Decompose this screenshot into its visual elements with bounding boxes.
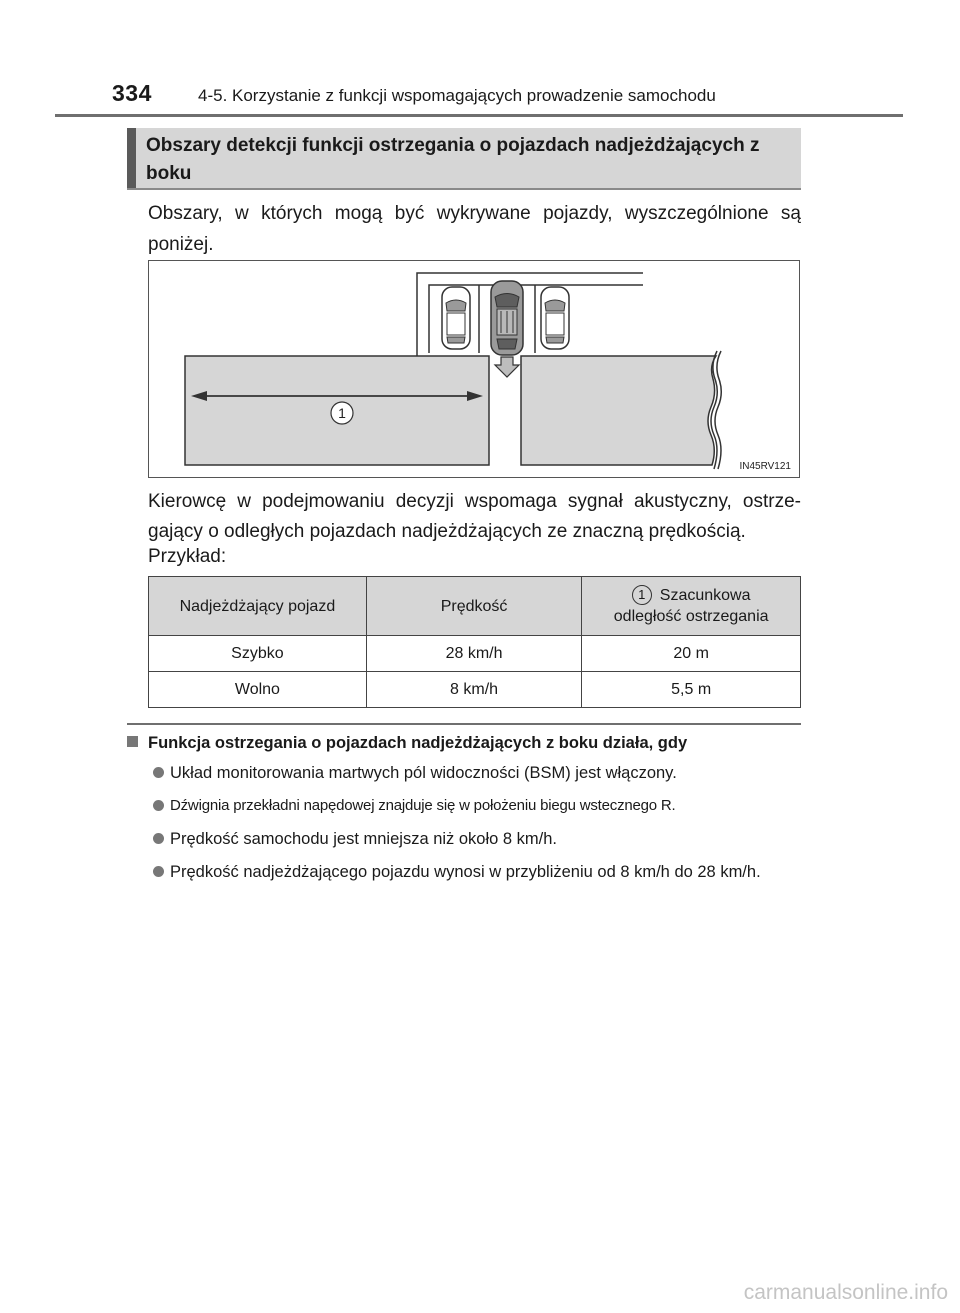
break-line-inner (715, 351, 721, 469)
watermark: carmanualsonline.info (743, 1281, 948, 1304)
own-vehicle-icon (491, 281, 523, 355)
list-item (153, 795, 801, 817)
table-cell: 20 m (582, 636, 801, 672)
section-title: Obszary detekcji funkcji ostrzegania o pojazdach nadjeżdżających z boku (146, 135, 760, 184)
detection-area-right (521, 356, 716, 465)
conditions-heading-text: Funkcja ostrzegania o pojazdach nadjeżdżających z boku działa, gdy (148, 734, 688, 752)
list-item-text: Prędkość nadjeżdżającego pojazdu wynosi w przybliżeniu od 8 km/h do 28 km/h. (170, 863, 761, 881)
parked-car-left-icon (442, 287, 470, 349)
section-title-box (127, 128, 801, 190)
example-label: Przykład: (148, 546, 227, 567)
list-item-text: Układ monitorowania martwych pól widoczności (BSM) jest włączony. (170, 764, 677, 782)
table-header-distance-line2: odległość ostrzegania (613, 608, 769, 625)
list-item (153, 828, 801, 850)
table-row (149, 672, 801, 708)
page-number: 334 (112, 80, 152, 106)
reverse-arrow-icon (495, 357, 519, 377)
square-bullet-icon (127, 736, 138, 747)
table-header-vehicle: Nadjeżdżający pojazd (149, 577, 367, 636)
table-header-speed: Prędkość (366, 577, 581, 636)
conditions-divider (127, 723, 801, 725)
header-divider (55, 114, 903, 117)
parked-car-right-icon (541, 287, 569, 349)
conditions-heading (127, 734, 801, 753)
detection-area-illustration (149, 261, 801, 479)
table-header-distance-line1: Szacunkowa (659, 587, 751, 604)
callout-number: 1 (338, 405, 346, 421)
list-item (153, 861, 801, 883)
detection-area-diagram (148, 260, 800, 478)
list-item-text: Prędkość samochodu jest mniejsza niż około 8 km/h. (170, 830, 558, 848)
table-header-distance (582, 577, 801, 636)
table-row (149, 636, 801, 672)
list-item (153, 762, 801, 784)
table-cell: 28 km/h (366, 636, 581, 672)
table-header-row (149, 577, 801, 636)
round-bullet-icon (153, 866, 164, 877)
table-cell: 8 km/h (366, 672, 581, 708)
chapter-title: 4-5. Korzystanie z funkcji wspomagających prowadzenie samochodu (198, 86, 716, 105)
page-header (0, 0, 960, 118)
figure-code: IN45RV121 (739, 461, 791, 472)
callout-circle-small: 1 (632, 585, 652, 605)
section-title-accent-bar (127, 128, 136, 188)
round-bullet-icon (153, 767, 164, 778)
table-cell: Szybko (149, 636, 367, 672)
round-bullet-icon (153, 833, 164, 844)
list-item-text: Dźwignia przekładni napędowej znajduje się w położeniu biegu wstecznego R. (170, 797, 676, 814)
table-cell: 5,5 m (582, 672, 801, 708)
table-cell: Wolno (149, 672, 367, 708)
warning-description-paragraph: Kierowcę w podejmowaniu decyzji wspomaga sygnał akustyczny, ostrze-gający o odległych pojazdach nadjeżdżających ze znaczną prędkością. (148, 491, 801, 542)
round-bullet-icon (153, 800, 164, 811)
example-table (148, 576, 801, 708)
conditions-list (153, 762, 801, 883)
intro-paragraph: Obszary, w których mogą być wykrywane pojazdy, wyszczególnione są poniżej. (148, 203, 801, 255)
